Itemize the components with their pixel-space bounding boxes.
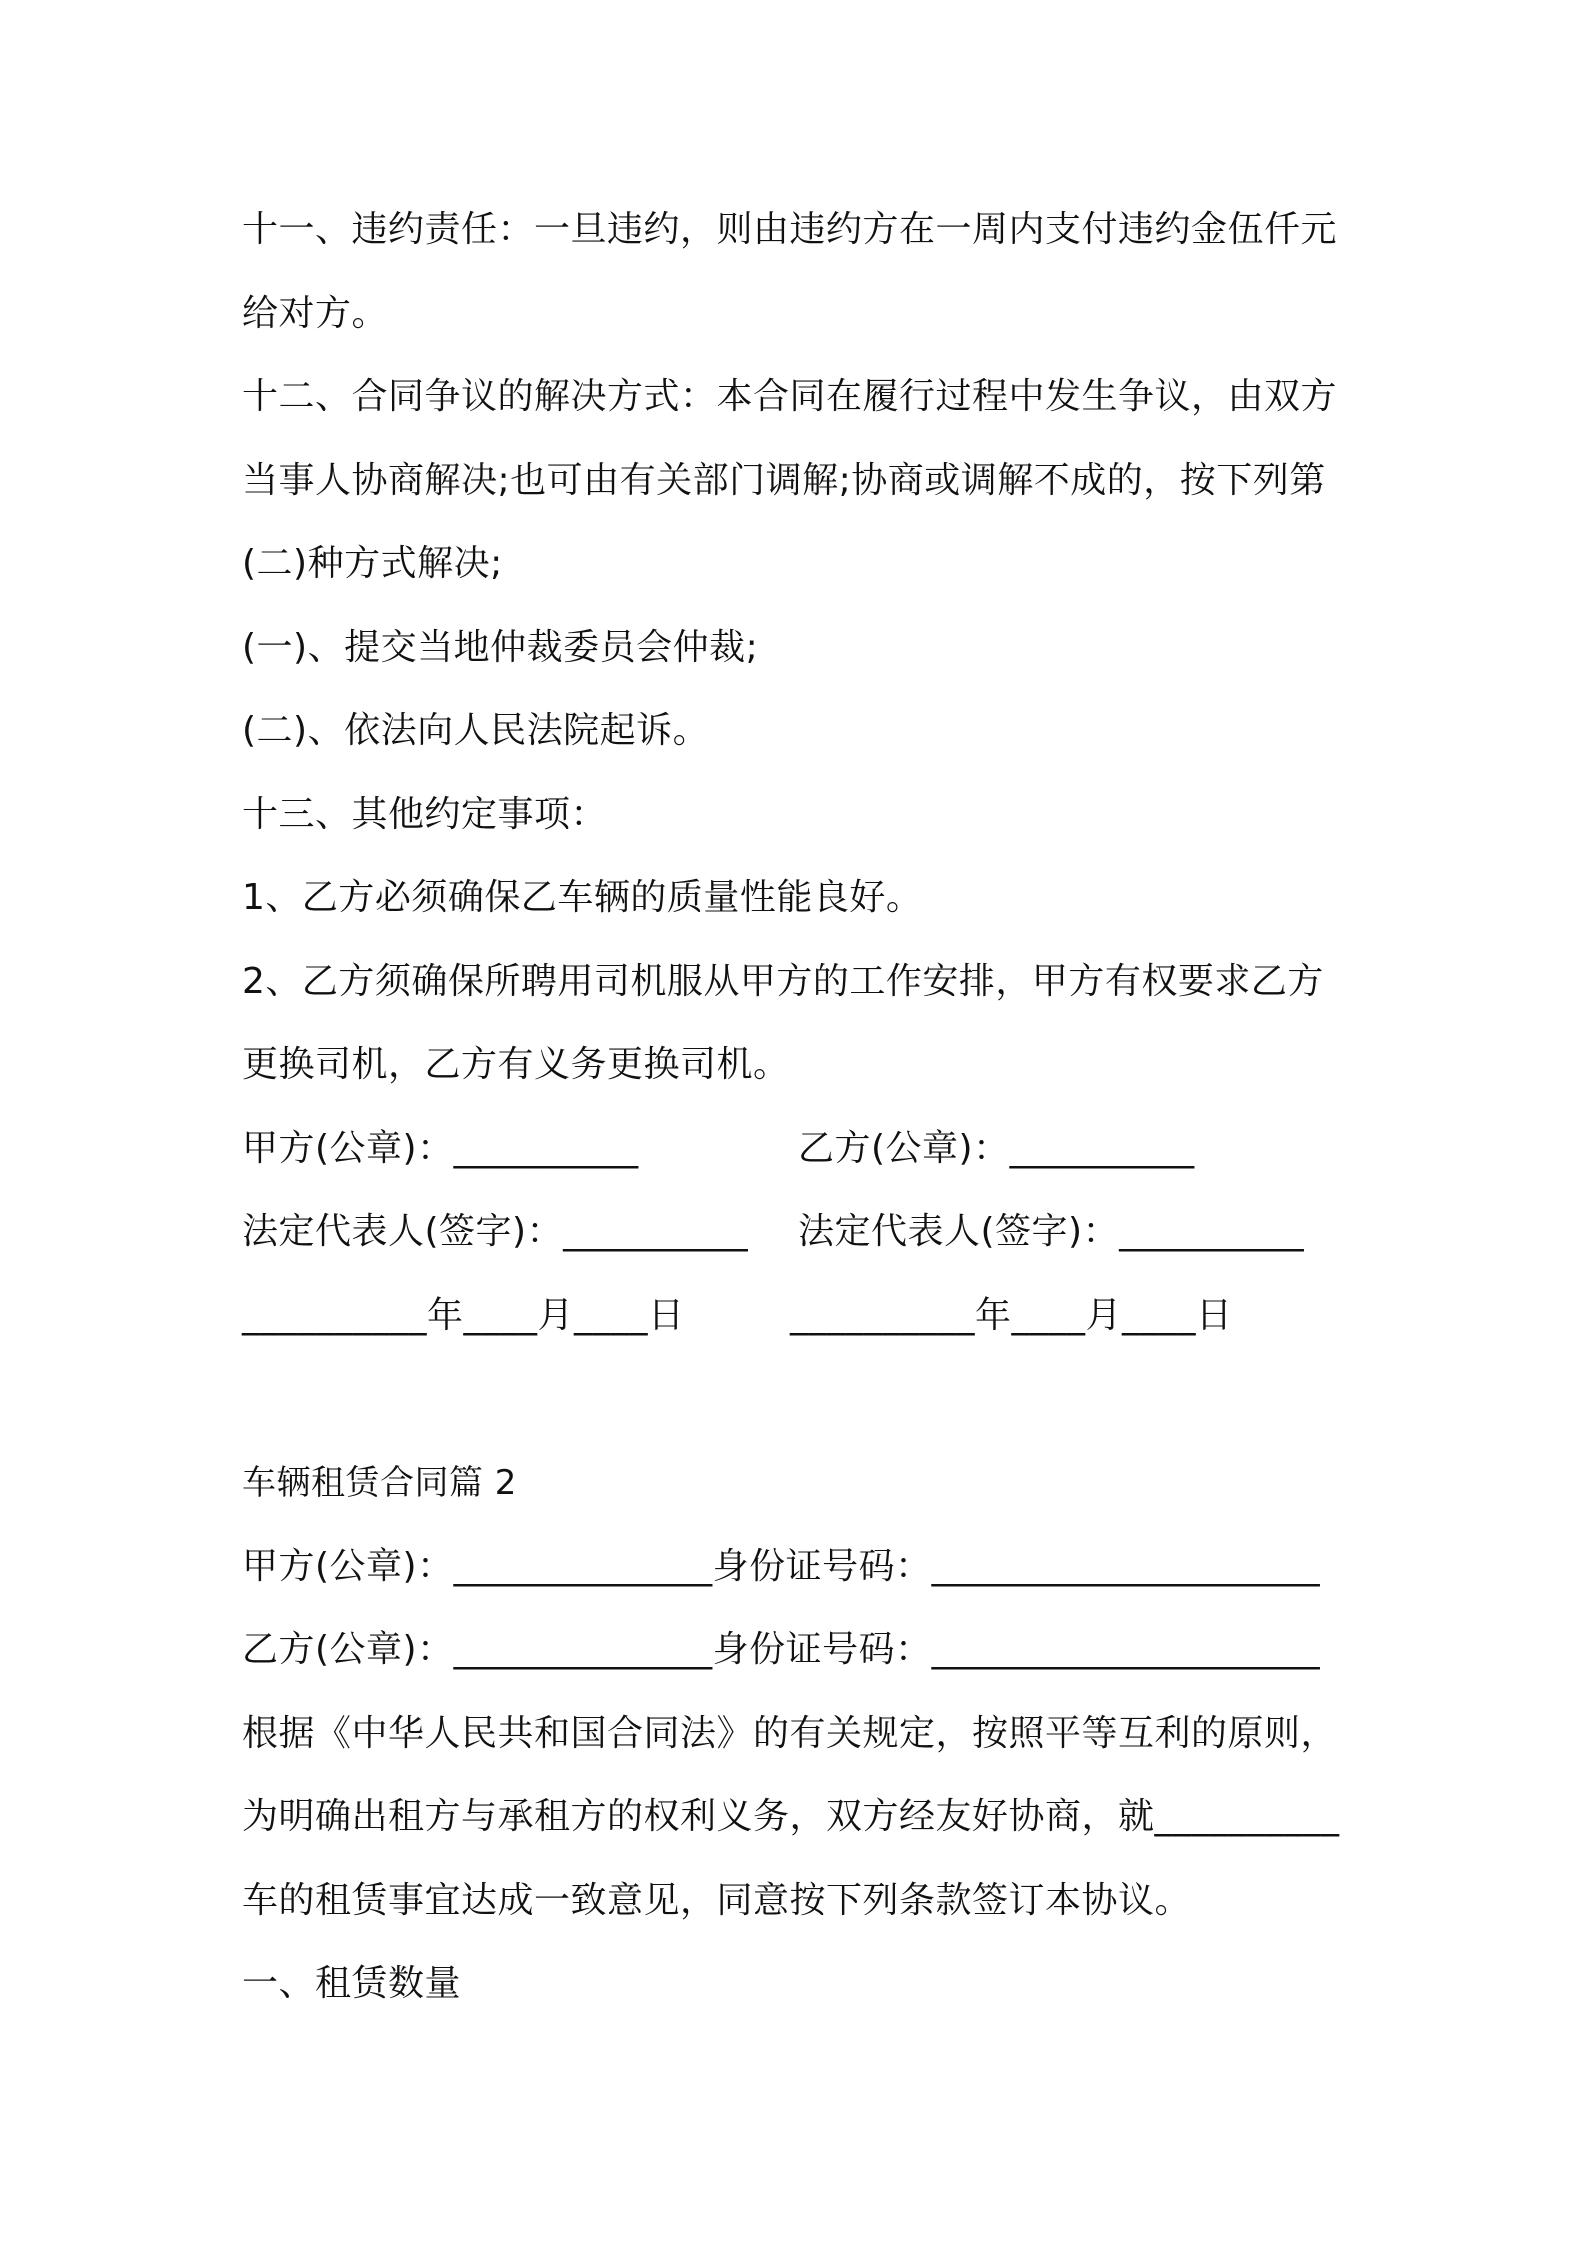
signature-party-b-date: __________年____月____日	[790, 1295, 1233, 1336]
clause-13-item-1: 1、乙方必须确保乙车辆的质量性能良好。	[242, 877, 923, 918]
clause-11-line-2: 给对方。	[242, 293, 389, 334]
clause-12-option-2: (二)、依法向人民法院起诉。	[242, 710, 710, 751]
contract-2-party-a: 甲方(公章)：______________身份证号码：_____________________	[242, 1546, 1321, 1587]
clause-12-option-1: (一)、提交当地仲裁委员会仲裁;	[242, 627, 759, 668]
clause-13-item-2-line-1: 2、乙方须确保所聘用司机服从甲方的工作安排，甲方有权要求乙方	[242, 961, 1324, 1002]
signature-party-a-seal: 甲方(公章)：__________	[242, 1128, 639, 1169]
clause-13-heading: 十三、其他约定事项：	[242, 794, 608, 835]
signature-party-b-representative: 法定代表人(签字)：__________	[798, 1211, 1305, 1252]
clause-13-item-2-line-2: 更换司机，乙方有义务更换司机。	[242, 1044, 790, 1085]
contract-2-section-1-heading: 一、租赁数量	[242, 1963, 462, 2004]
contract-2-party-b: 乙方(公章)：______________身份证号码：_____________________	[242, 1629, 1321, 1670]
signature-party-a-date: __________年____月____日	[242, 1295, 685, 1336]
clause-12-line-1: 十二、合同争议的解决方式：本合同在履行过程中发生争议，由双方	[242, 376, 1338, 417]
clause-12-line-3: (二)种方式解决;	[242, 543, 503, 584]
clause-12-line-2: 当事人协商解决;也可由有关部门调解;协商或调解不成的，按下列第	[242, 460, 1326, 501]
contract-2-preamble-line-3: 车的租赁事宜达成一致意见，同意按下列条款签订本协议。	[242, 1880, 1192, 1921]
signature-party-a-representative: 法定代表人(签字)：__________	[242, 1211, 749, 1252]
signature-party-b-seal: 乙方(公章)：__________	[798, 1128, 1195, 1169]
section-title-contract-2: 车辆租赁合同篇 2	[242, 1463, 517, 1503]
contract-2-preamble-line-1: 根据《中华人民共和国合同法》的有关规定，按照平等互利的原则，	[242, 1713, 1338, 1754]
contract-2-preamble-line-2: 为明确出租方与承租方的权利义务，双方经友好协商，就__________	[242, 1796, 1340, 1837]
clause-11-line-1: 十一、违约责任：一旦违约，则由违约方在一周内支付违约金伍仟元	[242, 209, 1338, 250]
